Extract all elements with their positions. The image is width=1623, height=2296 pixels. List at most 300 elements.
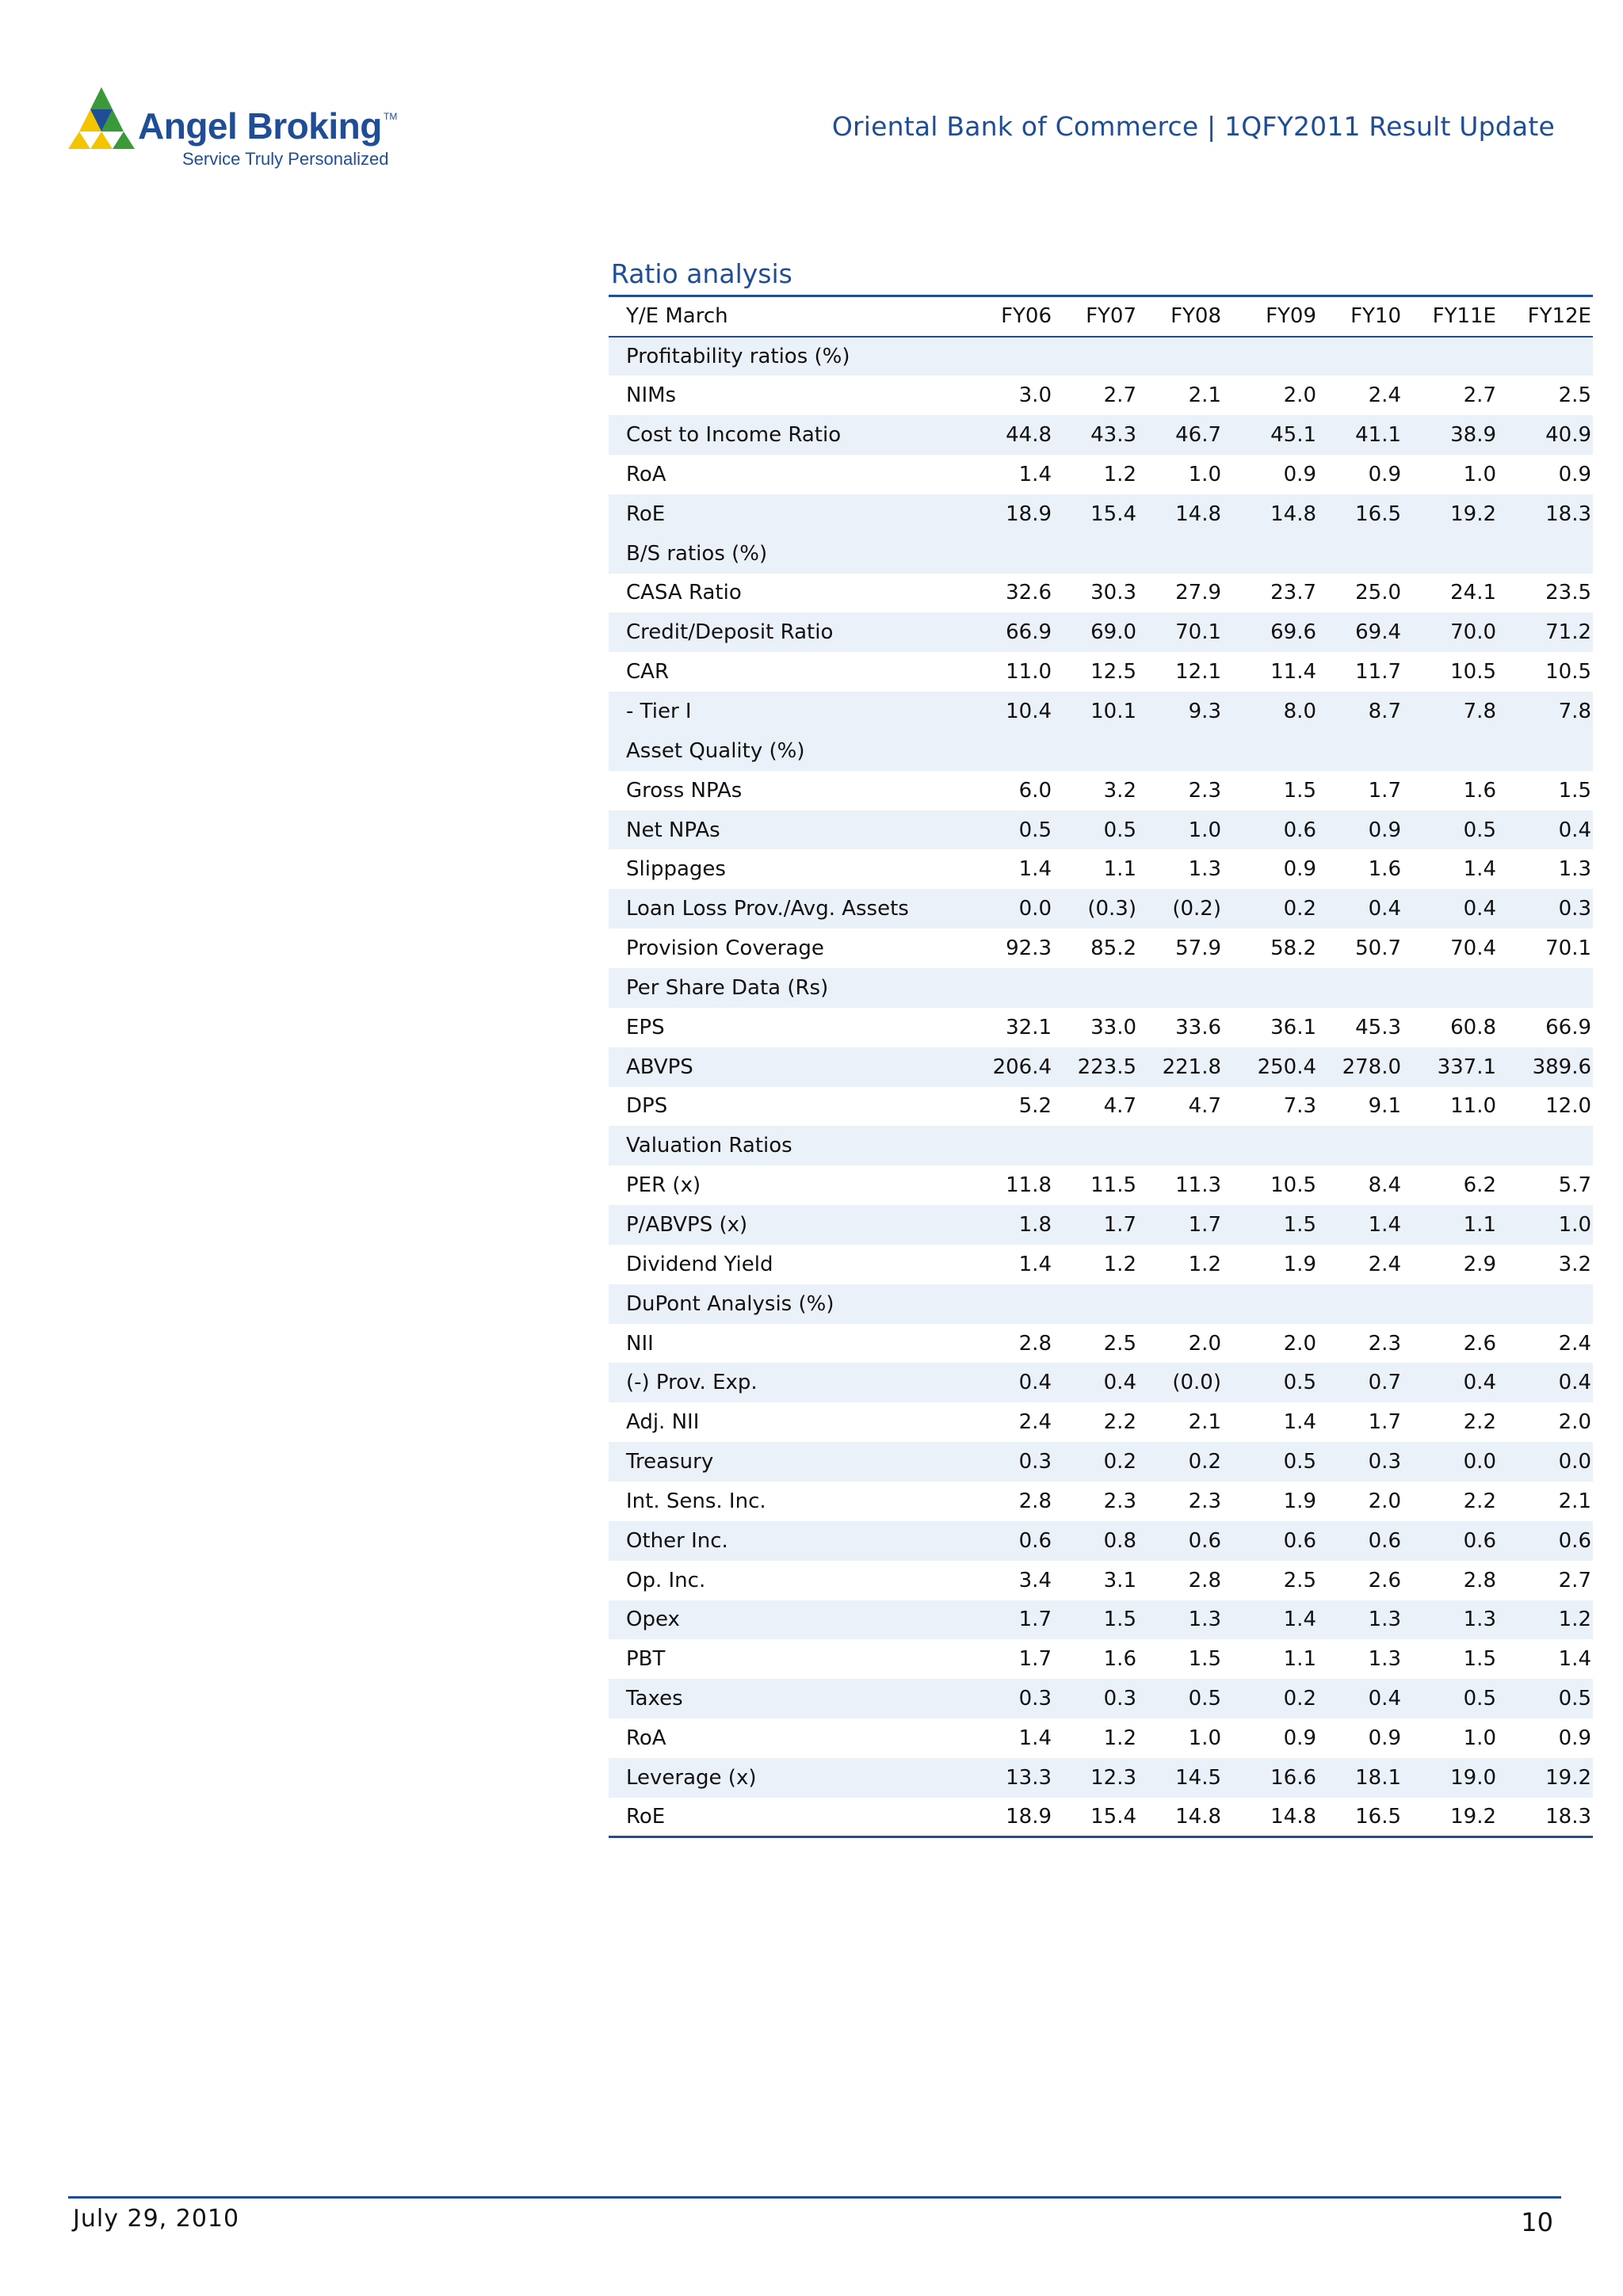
row-label: Loan Loss Prov./Avg. Assets bbox=[609, 889, 968, 929]
table-cell: 10.4 bbox=[968, 692, 1053, 731]
table-row bbox=[609, 1679, 1593, 1718]
table-cell: 1.2 bbox=[1103, 462, 1136, 486]
table-row bbox=[609, 652, 1593, 692]
table-cell: 12.3 bbox=[1053, 1758, 1138, 1798]
table-cell: 11.0 bbox=[1450, 1094, 1496, 1119]
table-cell: 41.1 bbox=[1318, 415, 1403, 455]
table-cell bbox=[1138, 968, 1223, 1008]
table-cell: 2.5 bbox=[1103, 1331, 1136, 1356]
table-cell: 45.1 bbox=[1223, 415, 1318, 455]
table-cell: 2.4 bbox=[1368, 383, 1401, 408]
table-cell: 2.0 bbox=[1283, 1331, 1316, 1356]
table-cell: 13.3 bbox=[968, 1758, 1053, 1798]
table-row bbox=[609, 494, 1593, 534]
table-cell: 15.4 bbox=[1053, 494, 1138, 534]
row-label: Adj. NII bbox=[626, 1410, 700, 1435]
table-cell: 66.9 bbox=[968, 612, 1053, 652]
row-label: Treasury bbox=[609, 1442, 968, 1482]
table-cell: 40.9 bbox=[1498, 415, 1593, 455]
table-cell: 32.1 bbox=[1006, 1015, 1052, 1039]
table-cell: 92.3 bbox=[1006, 936, 1052, 961]
table-cell: 0.9 bbox=[1283, 857, 1316, 882]
table-cell: 2.8 bbox=[1018, 1489, 1052, 1513]
table-cell: 19.0 bbox=[1403, 1758, 1498, 1798]
table-cell: 1.3 bbox=[1318, 1600, 1403, 1640]
table-cell: 0.6 bbox=[1223, 1521, 1318, 1561]
table-cell: 11.0 bbox=[1006, 660, 1052, 685]
table-cell: 5.2 bbox=[1018, 1094, 1052, 1119]
table-cell: 0.4 bbox=[1403, 1363, 1498, 1402]
table-cell: 0.5 bbox=[1053, 810, 1138, 850]
table-cell: 2.0 bbox=[1188, 1331, 1221, 1356]
column-header-year: FY12E bbox=[1527, 304, 1591, 329]
table-cell: 19.2 bbox=[1498, 1758, 1593, 1798]
table-cell: 2.2 bbox=[1103, 1410, 1136, 1435]
table-cell: 24.1 bbox=[1450, 581, 1496, 605]
table-cell: 2.5 bbox=[1558, 383, 1591, 408]
table-cell: 1.3 bbox=[1188, 857, 1221, 882]
row-label: Cost to Income Ratio bbox=[609, 415, 968, 455]
table-cell: 0.5 bbox=[1223, 1363, 1318, 1402]
table-cell: 19.2 bbox=[1450, 1804, 1496, 1829]
table-cell: 15.4 bbox=[1090, 1804, 1136, 1829]
table-cell: 3.4 bbox=[1018, 1568, 1052, 1592]
table-cell: 2.7 bbox=[1463, 383, 1496, 408]
table-cell: 33.6 bbox=[1175, 1015, 1221, 1039]
table-cell: 36.1 bbox=[1270, 1015, 1316, 1039]
table-cell: 18.9 bbox=[968, 494, 1053, 534]
table-cell: 0.5 bbox=[968, 810, 1053, 850]
table-cell: 60.8 bbox=[1450, 1015, 1496, 1039]
table-cell bbox=[1053, 731, 1138, 771]
section-heading: B/S ratios (%) bbox=[609, 534, 968, 574]
section-heading: Per Share Data (Rs) bbox=[609, 968, 968, 1008]
footer-divider bbox=[68, 2196, 1561, 2199]
table-cell: 1.7 bbox=[1368, 778, 1401, 803]
table-cell: 7.8 bbox=[1403, 692, 1498, 731]
table-cell: 30.3 bbox=[1090, 581, 1136, 605]
table-cell: 0.4 bbox=[1498, 1363, 1593, 1402]
row-label: (-) Prov. Exp. bbox=[609, 1363, 968, 1402]
table-cell: 14.8 bbox=[1138, 494, 1223, 534]
section-heading-row bbox=[609, 534, 1593, 574]
table-cell: 2.1 bbox=[1188, 1410, 1221, 1435]
table-cell bbox=[1053, 1284, 1138, 1324]
table-cell: 1.0 bbox=[1463, 1726, 1496, 1750]
row-label: RoA bbox=[626, 462, 666, 486]
table-row bbox=[609, 1718, 1593, 1758]
table-cell: 1.5 bbox=[1558, 778, 1591, 803]
table-cell: 1.9 bbox=[1283, 1489, 1316, 1513]
table-cell: 0.2 bbox=[1223, 889, 1318, 929]
table-cell: 70.1 bbox=[1138, 612, 1223, 652]
table-row bbox=[609, 1521, 1593, 1561]
row-label: Credit/Deposit Ratio bbox=[609, 612, 968, 652]
table-cell: 0.3 bbox=[1498, 889, 1593, 929]
row-label: CASA Ratio bbox=[626, 581, 742, 605]
table-cell: 0.9 bbox=[1283, 462, 1316, 486]
table-cell bbox=[968, 968, 1053, 1008]
table-cell: 1.8 bbox=[968, 1205, 1053, 1245]
table-cell: 1.4 bbox=[1018, 1726, 1052, 1750]
table-cell: 16.5 bbox=[1318, 494, 1403, 534]
table-cell: 7.3 bbox=[1283, 1094, 1316, 1119]
table-cell: 0.5 bbox=[1223, 1442, 1318, 1482]
table-cell: 6.0 bbox=[1018, 778, 1052, 803]
table-cell: 2.7 bbox=[1103, 383, 1136, 408]
table-cell: 1.1 bbox=[1103, 857, 1136, 882]
table-cell bbox=[968, 337, 1053, 376]
table-cell: 1.6 bbox=[1103, 1647, 1136, 1672]
table-cell bbox=[1053, 1126, 1138, 1165]
table-cell: 389.6 bbox=[1498, 1047, 1593, 1087]
table-cell: 3.0 bbox=[1018, 383, 1052, 408]
table-cell: 3.2 bbox=[1103, 778, 1136, 803]
table-cell: 2.1 bbox=[1558, 1489, 1591, 1513]
table-cell: 1.4 bbox=[1558, 1647, 1591, 1672]
table-cell: 0.9 bbox=[1368, 1726, 1401, 1750]
table-row bbox=[609, 1561, 1593, 1600]
column-header-label: Y/E March bbox=[626, 304, 728, 329]
table-cell: 0.9 bbox=[1368, 462, 1401, 486]
table-cell: 1.0 bbox=[1188, 1726, 1221, 1750]
row-label: RoA bbox=[626, 1726, 666, 1750]
column-header-year: FY06 bbox=[1001, 304, 1052, 329]
table-cell: 14.8 bbox=[1175, 1804, 1221, 1829]
table-row bbox=[609, 771, 1593, 810]
table-cell: 1.7 bbox=[1018, 1647, 1052, 1672]
table-cell: 0.0 bbox=[1403, 1442, 1498, 1482]
table-cell: 1.2 bbox=[1498, 1600, 1593, 1640]
row-label: Gross NPAs bbox=[626, 778, 743, 803]
table-cell: 1.7 bbox=[1053, 1205, 1138, 1245]
table-cell: 3.1 bbox=[1103, 1568, 1136, 1592]
column-header-year: FY07 bbox=[1086, 304, 1136, 329]
table-cell: 11.7 bbox=[1355, 660, 1401, 685]
table-row bbox=[609, 1442, 1593, 1482]
table-cell bbox=[1403, 1284, 1498, 1324]
table-cell: 1.0 bbox=[1188, 462, 1221, 486]
table-cell: 9.3 bbox=[1138, 692, 1223, 731]
angel-triangle-logo-icon bbox=[68, 86, 135, 151]
table-cell bbox=[1223, 968, 1318, 1008]
table-cell bbox=[1053, 968, 1138, 1008]
row-label: NIMs bbox=[626, 383, 677, 408]
table-cell bbox=[1318, 1284, 1403, 1324]
table-cell bbox=[1223, 534, 1318, 574]
table-row bbox=[609, 415, 1593, 455]
table-cell: 2.7 bbox=[1558, 1568, 1591, 1592]
table-cell: 85.2 bbox=[1090, 936, 1136, 961]
table-cell: 0.4 bbox=[968, 1363, 1053, 1402]
table-cell: 8.4 bbox=[1368, 1173, 1401, 1198]
table-cell: 14.8 bbox=[1270, 1804, 1316, 1829]
row-label: NII bbox=[626, 1331, 654, 1356]
table-cell: 69.6 bbox=[1223, 612, 1318, 652]
table-cell: 0.3 bbox=[968, 1442, 1053, 1482]
table-row bbox=[609, 1087, 1593, 1127]
table-cell: 70.0 bbox=[1403, 612, 1498, 652]
table-cell: (0.2) bbox=[1138, 889, 1223, 929]
table-cell: 1.2 bbox=[1103, 1726, 1136, 1750]
table-cell: 2.3 bbox=[1188, 778, 1221, 803]
table-cell: 16.5 bbox=[1355, 1804, 1401, 1829]
table-cell: 1.6 bbox=[1368, 857, 1401, 882]
table-cell: 1.7 bbox=[968, 1600, 1053, 1640]
table-cell: 1.5 bbox=[1053, 1600, 1138, 1640]
table-cell bbox=[968, 534, 1053, 574]
table-cell: 1.3 bbox=[1403, 1600, 1498, 1640]
table-cell: 43.3 bbox=[1053, 415, 1138, 455]
table-cell: 0.3 bbox=[1318, 1442, 1403, 1482]
table-cell: 19.2 bbox=[1403, 494, 1498, 534]
table-cell: 0.4 bbox=[1403, 889, 1498, 929]
table-cell bbox=[1138, 1284, 1223, 1324]
table-row bbox=[609, 1324, 1593, 1363]
table-cell: 0.6 bbox=[1498, 1521, 1593, 1561]
table-cell: 1.3 bbox=[1138, 1600, 1223, 1640]
row-label: Net NPAs bbox=[609, 810, 968, 850]
table-cell bbox=[1498, 1284, 1593, 1324]
table-cell: 38.9 bbox=[1403, 415, 1498, 455]
table-cell: 16.6 bbox=[1223, 1758, 1318, 1798]
table-cell: 4.7 bbox=[1188, 1094, 1221, 1119]
table-row bbox=[609, 455, 1593, 494]
table-cell bbox=[1403, 337, 1498, 376]
table-cell: 0.9 bbox=[1318, 810, 1403, 850]
table-cell: 2.4 bbox=[1368, 1252, 1401, 1276]
table-cell bbox=[1403, 731, 1498, 771]
table-row bbox=[609, 1798, 1593, 1837]
column-header-year: FY08 bbox=[1170, 304, 1221, 329]
table-cell: 1.7 bbox=[1368, 1410, 1401, 1435]
table-cell bbox=[1498, 1126, 1593, 1165]
table-cell: 50.7 bbox=[1355, 936, 1401, 961]
table-cell: 1.0 bbox=[1463, 462, 1496, 486]
page-number: 10 bbox=[1521, 2207, 1553, 2237]
row-label: RoE bbox=[626, 1804, 666, 1829]
table-cell: 25.0 bbox=[1355, 581, 1401, 605]
table-cell: 1.3 bbox=[1368, 1647, 1401, 1672]
table-cell bbox=[968, 1284, 1053, 1324]
table-cell: 6.2 bbox=[1463, 1173, 1496, 1198]
table-cell: 0.3 bbox=[968, 1679, 1053, 1718]
table-cell: 0.6 bbox=[1138, 1521, 1223, 1561]
row-label: PER (x) bbox=[626, 1173, 701, 1198]
row-label: Slippages bbox=[626, 857, 726, 882]
brand-tagline: Service Truly Personalized bbox=[182, 149, 389, 169]
table-cell: 18.1 bbox=[1318, 1758, 1403, 1798]
table-cell: 33.0 bbox=[1090, 1015, 1136, 1039]
table-cell: 2.4 bbox=[1558, 1331, 1591, 1356]
table-cell: 0.0 bbox=[1498, 1442, 1593, 1482]
table-cell bbox=[1498, 534, 1593, 574]
table-cell: 2.8 bbox=[1463, 1568, 1496, 1592]
table-cell: 71.2 bbox=[1498, 612, 1593, 652]
table-cell: 2.1 bbox=[1188, 383, 1221, 408]
table-cell: 1.0 bbox=[1498, 1205, 1593, 1245]
table-row bbox=[609, 1047, 1593, 1087]
table-cell bbox=[1138, 1126, 1223, 1165]
table-cell: 1.7 bbox=[1138, 1205, 1223, 1245]
table-cell: (0.3) bbox=[1053, 889, 1138, 929]
table-cell: 2.2 bbox=[1463, 1489, 1496, 1513]
table-cell: 66.9 bbox=[1545, 1015, 1591, 1039]
table-cell: 221.8 bbox=[1138, 1047, 1223, 1087]
table-cell: 1.0 bbox=[1138, 810, 1223, 850]
table-cell: 0.2 bbox=[1053, 1442, 1138, 1482]
table-cell: 2.0 bbox=[1283, 383, 1316, 408]
table-cell: 0.5 bbox=[1138, 1679, 1223, 1718]
section-heading: Profitability ratios (%) bbox=[609, 337, 968, 376]
table-cell: 1.5 bbox=[1463, 1647, 1496, 1672]
section-heading: Asset Quality (%) bbox=[609, 731, 968, 771]
table-cell: 10.5 bbox=[1545, 660, 1591, 685]
table-cell bbox=[1318, 337, 1403, 376]
table-cell: 0.5 bbox=[1403, 810, 1498, 850]
table-row bbox=[609, 929, 1593, 968]
table-row bbox=[609, 889, 1593, 929]
table-cell: 2.4 bbox=[1018, 1410, 1052, 1435]
table-row bbox=[609, 1245, 1593, 1284]
table-cell bbox=[968, 731, 1053, 771]
table-cell: 14.8 bbox=[1223, 494, 1318, 534]
row-label: PBT bbox=[626, 1647, 666, 1672]
table-cell: 0.0 bbox=[968, 889, 1053, 929]
table-cell: 1.5 bbox=[1223, 1205, 1318, 1245]
column-header-year: FY10 bbox=[1350, 304, 1401, 329]
table-cell: 10.5 bbox=[1450, 660, 1496, 685]
row-label: Int. Sens. Inc. bbox=[626, 1489, 766, 1513]
table-cell: 18.3 bbox=[1545, 1804, 1591, 1829]
table-cell: 70.4 bbox=[1450, 936, 1496, 961]
table-cell: (0.0) bbox=[1138, 1363, 1223, 1402]
section-title: Ratio analysis bbox=[611, 258, 792, 289]
table-cell: 7.8 bbox=[1498, 692, 1593, 731]
row-label: Op. Inc. bbox=[626, 1568, 706, 1592]
footer-date: July 29, 2010 bbox=[73, 2205, 240, 2233]
table-cell: 0.5 bbox=[1403, 1679, 1498, 1718]
table-cell: 1.5 bbox=[1188, 1647, 1221, 1672]
row-label: Other Inc. bbox=[609, 1521, 968, 1561]
table-cell: 46.7 bbox=[1138, 415, 1223, 455]
angel-broking-logo bbox=[68, 82, 401, 177]
table-cell bbox=[1053, 337, 1138, 376]
table-cell: 12.1 bbox=[1175, 660, 1221, 685]
table-cell: 12.5 bbox=[1090, 660, 1136, 685]
table-cell: 2.3 bbox=[1368, 1331, 1401, 1356]
table-cell: 69.0 bbox=[1053, 612, 1138, 652]
table-cell: 2.3 bbox=[1103, 1489, 1136, 1513]
table-cell bbox=[1403, 968, 1498, 1008]
table-cell: 45.3 bbox=[1355, 1015, 1401, 1039]
table-cell: 0.7 bbox=[1318, 1363, 1403, 1402]
table-cell: 11.3 bbox=[1175, 1173, 1221, 1198]
table-cell: 2.8 bbox=[1188, 1568, 1221, 1592]
table-cell bbox=[1498, 731, 1593, 771]
table-cell bbox=[1498, 968, 1593, 1008]
table-cell: 1.1 bbox=[1283, 1647, 1316, 1672]
row-label: ABVPS bbox=[609, 1047, 968, 1087]
table-cell: 9.1 bbox=[1368, 1094, 1401, 1119]
table-cell: 2.8 bbox=[1018, 1331, 1052, 1356]
section-heading: Valuation Ratios bbox=[609, 1126, 968, 1165]
table-cell: 0.4 bbox=[1318, 1679, 1403, 1718]
table-cell: 14.5 bbox=[1138, 1758, 1223, 1798]
row-label: EPS bbox=[626, 1015, 665, 1039]
table-cell: 58.2 bbox=[1270, 936, 1316, 961]
table-cell: 278.0 bbox=[1318, 1047, 1403, 1087]
row-label: - Tier I bbox=[609, 692, 968, 731]
table-cell: 1.4 bbox=[1463, 857, 1496, 882]
section-heading-row bbox=[609, 968, 1593, 1008]
table-cell: 1.5 bbox=[1283, 778, 1316, 803]
table-cell: 1.4 bbox=[1018, 462, 1052, 486]
table-cell: 23.7 bbox=[1270, 581, 1316, 605]
table-cell: 1.4 bbox=[1283, 1410, 1316, 1435]
row-label: DPS bbox=[626, 1094, 668, 1119]
table-cell: 0.6 bbox=[968, 1521, 1053, 1561]
table-cell: 32.6 bbox=[1006, 581, 1052, 605]
table-cell: 0.6 bbox=[1318, 1521, 1403, 1561]
table-cell: 18.3 bbox=[1498, 494, 1593, 534]
table-cell: 1.9 bbox=[1283, 1252, 1316, 1276]
table-cell: 2.9 bbox=[1463, 1252, 1496, 1276]
section-heading: DuPont Analysis (%) bbox=[609, 1284, 968, 1324]
table-row bbox=[609, 1008, 1593, 1047]
table-cell: 1.3 bbox=[1558, 857, 1591, 882]
table-cell bbox=[1498, 337, 1593, 376]
table-cell: 0.4 bbox=[1498, 810, 1593, 850]
table-row bbox=[609, 1402, 1593, 1442]
table-cell: 0.6 bbox=[1403, 1521, 1498, 1561]
table-row bbox=[609, 1363, 1593, 1402]
brand-name: Angel Broking bbox=[138, 105, 382, 147]
table-cell: 0.2 bbox=[1138, 1442, 1223, 1482]
row-label: CAR bbox=[626, 660, 670, 685]
table-row bbox=[609, 1482, 1593, 1521]
table-cell bbox=[1318, 731, 1403, 771]
column-header-year: FY09 bbox=[1266, 304, 1316, 329]
table-row bbox=[609, 1205, 1593, 1245]
table-cell: 0.5 bbox=[1498, 1679, 1593, 1718]
table-row bbox=[609, 1758, 1593, 1798]
row-label: Opex bbox=[609, 1600, 968, 1640]
table-cell: 44.8 bbox=[968, 415, 1053, 455]
table-cell: 12.0 bbox=[1545, 1094, 1591, 1119]
table-row bbox=[609, 1600, 1593, 1640]
table-row bbox=[609, 612, 1593, 652]
ratio-analysis-table bbox=[609, 295, 1593, 1838]
table-cell: 57.9 bbox=[1175, 936, 1221, 961]
table-cell: 206.4 bbox=[968, 1047, 1053, 1087]
table-row bbox=[609, 810, 1593, 850]
table-cell: 10.5 bbox=[1270, 1173, 1316, 1198]
table-cell: 5.7 bbox=[1558, 1173, 1591, 1198]
table-cell: 1.2 bbox=[1188, 1252, 1221, 1276]
table-cell: 2.0 bbox=[1558, 1410, 1591, 1435]
table-cell bbox=[1318, 534, 1403, 574]
table-cell: 18.9 bbox=[1006, 1804, 1052, 1829]
section-heading-row bbox=[609, 1126, 1593, 1165]
table-cell: 223.5 bbox=[1053, 1047, 1138, 1087]
row-label: Leverage (x) bbox=[609, 1758, 968, 1798]
table-cell bbox=[1403, 534, 1498, 574]
row-label: Provision Coverage bbox=[626, 936, 824, 961]
row-label: RoE bbox=[609, 494, 968, 534]
table-cell bbox=[1138, 534, 1223, 574]
table-cell bbox=[1223, 1284, 1318, 1324]
